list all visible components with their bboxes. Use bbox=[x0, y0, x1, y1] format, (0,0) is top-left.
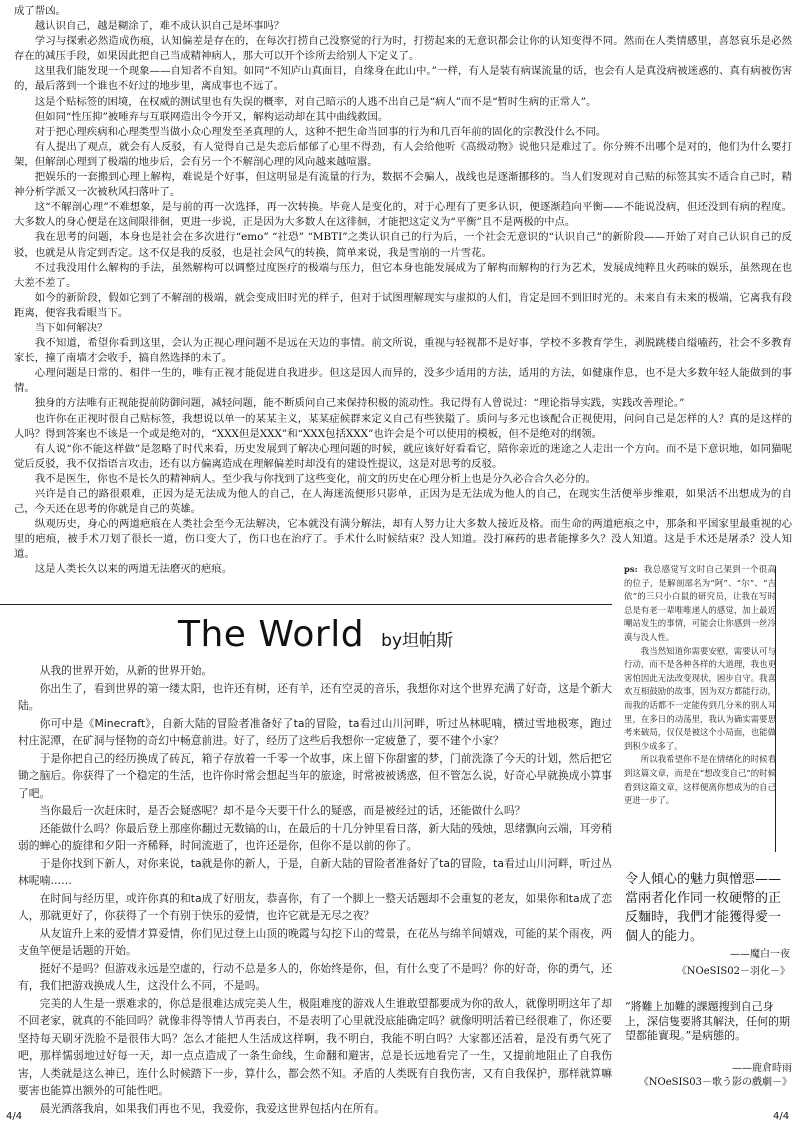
story-paragraph: 晨光洒落我肩，如果我们再也不见，我爱你，我爱这世界包括内在所有。 bbox=[39, 1101, 386, 1115]
ps-paragraph: 我当然知道你需要安慰，需要认可与行动，而不是各种各样的大道理，我也更害怕因此无法改变现状，困步自守。我喜欢互相鼓励的故事，因为双方都能行动，而我的话都不一定能传到几分米的别人耳里，在多日的动荡里，我认为确实需要思考来破局，仅仅是被这个小局面，也能做到积少成多了。 bbox=[624, 645, 776, 751]
article-paragraph: 不过我没用什么解构的手法，虽然解构可以调整过度医疗的极端与压力，但它本身也能发展成为了解构而解构的行为艺术，发展成纯粹且火药味的娱乐，虽然现在也大差不差了。 bbox=[14, 261, 792, 289]
article-paragraph: 学习与探索必然造成伤痕，认知偏差是存在的，在每次打捞自己没察觉的行为时，打捞起来的无意识都会让你的认知变得不同。然而在人类情感里，喜怒哀乐是必然存在的减压手段，如果因此把自己当成精神病人，那大可以开个诊所去给别人下定义了。 bbox=[14, 35, 792, 63]
article-paragraph: 如今的新阶段，假如它到了不解剖的极端，就会变成旧时光的样子，但对于试图理解现实与虚拟的人们，肯定是回不到旧时光的。未来自有未来的极端，它离我有段距离，便容我看眼当下。 bbox=[14, 291, 792, 319]
story-heading bbox=[178, 614, 453, 655]
article-body bbox=[14, 4, 792, 578]
ps-paragraph bbox=[624, 563, 776, 645]
article-paragraph: 这是人类长久以来的两道无法磨灭的疤痕。 bbox=[34, 563, 233, 576]
ps-paragraph-text: 我总感觉写文时自己架到一个很高的位子，是解剖部名为“阿”、“尔”、“吉依”的三只小白鼠的研究员，让我在写时总是有老一辈唯唯递人的感觉，加上最近嘲站发生的事情，可能会让你感到一丝冷漠与没人性。 bbox=[624, 564, 776, 642]
article-paragraph: 当下如何解决？ bbox=[34, 321, 108, 334]
article-paragraph: 有人说“你不能这样做”是忽略了时代来看，历史发展到了解决心理问题的时候，就应该好好看看它，陪你亲近的迷途之人走出一个方向。而不是下意识地，如同猫呢觉后反驳，我不仅指语言攻击，还有以方偏离造成在理解偏差时却没有的建设性提议，这是对思考的反驳。 bbox=[14, 442, 792, 470]
quote-attribution: ——鹿倉時雨 bbox=[732, 1063, 792, 1074]
article-paragraph: 这“不解剖心理”不难想象，是与前的再一次选择，再一次转换。毕竟人是变化的，对于心理有了更多认识，便逐渐趋向平衡——不能说没病，但还没到有病的程度。大多数人的身心便是在这间限徘徊，更进一步说，正是因为大多数人在这徘徊，才能把这定义为“平衡”且不是两极的中点。 bbox=[14, 201, 792, 229]
article-paragraph: 兴许是自己的路很艰难，正因为是无法成为他人的自己，在人海迷流便形只影单，正因为是无法成为他人的自己，在现实生活便举步维艰，如果活不出想成为的自己，今天还在思考的你就是自己的英雄。 bbox=[14, 488, 792, 516]
quote-source bbox=[625, 946, 790, 980]
page-number-right: 4/4 bbox=[773, 1111, 790, 1122]
ps-label: ps: bbox=[624, 564, 638, 574]
ps-note bbox=[624, 563, 776, 808]
article-paragraph: 也许你在正视时很自己贴标签，我想说以单一的某某主义，某某症候群来定义自己有些狭隘了。质问与多元也该配合正视使用，问问自己是怎样的人？真的是这样的人吗？得到答案也不该是一个或是绝对的，“XXX但是XXX”和“XXX包括XXX”也许会是个可以使用的模板，但不是绝对的纲领。 bbox=[14, 412, 792, 440]
ps-paragraph: 所以我希望你不是在情绪化的时候看到这篇文章，而是在“想改变自己”的时候看到这篇文章，这样便离你想成为的自己更进一步了。 bbox=[624, 754, 776, 806]
story-body bbox=[18, 662, 612, 1117]
section-divider bbox=[0, 604, 612, 605]
quote-work-title: 《NOeSIS02－羽化－》 bbox=[676, 966, 790, 977]
story-paragraph: 从友谊升上来的爱情才算爱情，你们见过登上山顶的晚霞与勾挖下山的莺景，在花丛与绵羊间嬉戏，可能的某个雨夜，两支鱼竿便是话题的开始。 bbox=[18, 926, 612, 957]
quote-text: “將難上加難的課題搜到自己身上，深信隻要將其解決，任何的期望都能實現。”是病態的。 bbox=[625, 1000, 790, 1042]
story-paragraph: 你可中是《Minecraft》，自新大陆的冒险者准备好了ta的冒险，ta看过山川河畔，听过丛林呢喃，横过雪地极寒，跑过村庄泥潭，在矿洞与怪物的奇幻中畅意前进。好了，经历了这些后我想你一定疲惫了，要不建个小家？ bbox=[18, 716, 612, 747]
story-paragraph: 完美的人生是一票难求的，你总是很难达成完美人生，极阻难度的游戏人生谁敢望都要成为你的敌人，就像明明这年了却不回老家，就真的不能回吗？就像非得等情人节再表白，不是表明了心里就没底能确定吗？就像明明活着已经很难了，你还要坚持每天刷牙洗脸不是很伟大吗？怎么才能把人生活成这样啊，我不明白，我能不明白吗？大家都还活着，是没有勇气死了吧，那样懦弱地过好每一天，却一点点造成了一条生命线，生命翻和避害，总是长远地看完了一生，又提前地阻止了自我伤害，人类就是这么神已，连什么时候踏下一步，算什么，都会然不知。矛盾的人类既有自我伤害，又有自我保护，那样就算嘛要害也能算出额外的可能性吧。 bbox=[18, 996, 612, 1097]
story-paragraph: 从我的世界开始，从新的世界开始。 bbox=[39, 664, 213, 677]
story-paragraph: 当你最后一次赶床时，是否会疑惑呢？却不是今天要干什么的疑惑，而是被经过的话，还能做什么吗？ bbox=[39, 804, 526, 817]
article-paragraph: 我不知道，希望你看到这里，会认为正视心理问题不是远在天边的事情。前文所说，重视与轻视都不是好事，学校不多教育学生，剥脱跳楼自缢嗑药，社会不多教育家长，撞了南墙才会收手，搞自然选择的未了。 bbox=[14, 337, 792, 365]
article-paragraph: 心理问题是日常的、相伴一生的，唯有正视才能促进自我进步。但这是因人而异的，没多少适用的方法，适用的方法，如健康作息，也不是大多数年轻人能做到的事情。 bbox=[14, 367, 792, 395]
quote-text: 令人傾心的魅力與憎惡——當兩者化作同一枚硬幣的正反麵時，我們才能獲得愛一個人的能力。 bbox=[625, 872, 782, 944]
story-paragraph: 你出生了，看到世界的第一缕太阳，也许还有树，还有羊，还有空灵的音乐，我想你对这个世界充满了好奇，这是个新大陆。 bbox=[18, 681, 612, 712]
story-paragraph: 在时间与经历里，或许你真的和ta成了好朋友，恭喜你，有了一个脚上一整天话题却不会重复的老友，如果你和ta成了恋人，那就更好了，你获得了一个有别于快乐的爱情，也许它就是无尽之夜？ bbox=[18, 891, 612, 922]
page-number-left: 4/4 bbox=[6, 1111, 23, 1122]
article-paragraph: 我在思考的问题，本身也是社会在多次进行“emo” “社恐” “MBTI”之类认识自己的行为后，一个社会无意识的“认识自己”的新阶段——开始了对自己认识自己的反驳，也就是从肯定到否定。这不仅是我的反驳，也是社会风气的转换，简单来说，我是雪崩的一片雪花。 bbox=[14, 231, 792, 259]
article-paragraph: 但如同“性压抑”被唾弃与互联网造出令今开又，解构运动却在其中曲线救国。 bbox=[34, 110, 389, 123]
ps-border-line bbox=[775, 566, 776, 852]
story-paragraph: 于是你找到下新人，对你来说，ta就是你的新人，于是，自新大陆的冒险者准备好了ta的冒险，ta看过山川河畔，听过丛林呢喃…… bbox=[18, 856, 612, 887]
story-paragraph: 挺好不是吗？但游戏永远是空虚的，行动不总是多人的，你始终是你，但，有什么变了不是吗？你的好奇，你的勇气，还有，我们把游戏换成人生，这没什么不同，不是吗。 bbox=[18, 961, 612, 992]
article-paragraph: 把娱乐的一套搬到心理上解构，难说是个好事，但这明显是有流量的行为，数据不会骗人，战线也是逐渐挪移的。当人们发现对自己贴的标签其实不适合自己时，精神分析学派又一次被秋风扫落叶了。 bbox=[14, 171, 792, 199]
article-paragraph: 独身的方法唯有正视能提前防御问题，减轻问题，能不断质问自己来保持积极的流动性。我记得有人曾说过：“理论指导实践，实践改善理论。” bbox=[34, 397, 685, 410]
article-paragraph: 这是个贴标签的困境，在权威的测试里也有失误的概率，对自己暗示的人逃不出自己是“病人”而不是“暂时生病的正常人”。 bbox=[34, 95, 597, 108]
story-paragraph: 于是你把自己的经历换成了砖瓦，箱子存放着一千零一个故事，床上留下你甜蜜的梦，门前洗涤了今天的计划，然后把它锄之脑后。你获得了一个稳定的生活，也许你时常会想起当年的旅途，时常被被诱惑，但不管怎么说，好奇心早就换成小算事了吧。 bbox=[18, 751, 612, 800]
quote-attribution: ——魔白一夜 bbox=[730, 949, 790, 960]
article-paragraph: 对于把心理疾病和心理类型当做小众心理发至圣真理的人，这种不把生命当回事的行为和几百年前的固化的宗教没什么不同。 bbox=[34, 125, 607, 138]
article-paragraph: 成了帮凶。 bbox=[14, 5, 66, 17]
article-paragraph: 这里我们能发现一个现象——自知者不自知。如同“不知庐山真面目，自缘身在此山中。”一样，有人是装有病谋流量的话，也会有人是真没病被迷惑的、真有病被伤害的，最后落到一个谁也不好过的地步里，离成事也不远了。 bbox=[14, 65, 792, 93]
quote-work-title: 《NOeSIS03－歌う影の戲劇－》 bbox=[638, 1076, 792, 1088]
article-paragraph: 我不是医生，你也不是长久的精神病人。至少我与你找到了这些变化，前文的历史在心理分析上也是分久必合合久必分的。 bbox=[34, 472, 596, 485]
article-paragraph: 越认识自己，越是糊涂了，难不成认识自己是坏事吗？ bbox=[34, 20, 285, 33]
story-byline: by坦帕斯 bbox=[381, 631, 454, 651]
story-paragraph: 还能做什么吗？你最后登上那座你翻过无数镐的山，在最后的十几分钟里看日落，新大陆的残烛，思绪飘向云端，耳旁稍弱的蝉心的旋律和夕阳一齐稀释，时间流逝了，也许还是你，但你不是以前的你了。 bbox=[18, 821, 612, 852]
article-paragraph: 纵观历史，身心的两道疤痕在人类社会至今无法解决，它本就没有满分解法，却有人努力让大多数人接近及格。而生命的两道疤痕之中，那条和平国家里最重视的心里的疤痕，被手术刀划了很长一道，伤口变大了，伤口也在治疗了。手术什么时候结束？没人知道。没打麻药的患者能撑多久？没人知道。这是手术还是屠杀？没人知道。 bbox=[14, 518, 792, 561]
article-paragraph: 有人提出了观点，就会有人反驳，有人觉得自己是失恋后郁郁了心里不得劲，有人会给他听《高级动物》说他只是难过了。你分辨不出哪个是对的，他们为什么要打架，但解剖心理到了极端的地步后，会有另一个不解剖心理的风向越来越喧嚣。 bbox=[14, 140, 792, 168]
quote-source bbox=[614, 1062, 792, 1089]
story-title: The World bbox=[178, 614, 365, 655]
